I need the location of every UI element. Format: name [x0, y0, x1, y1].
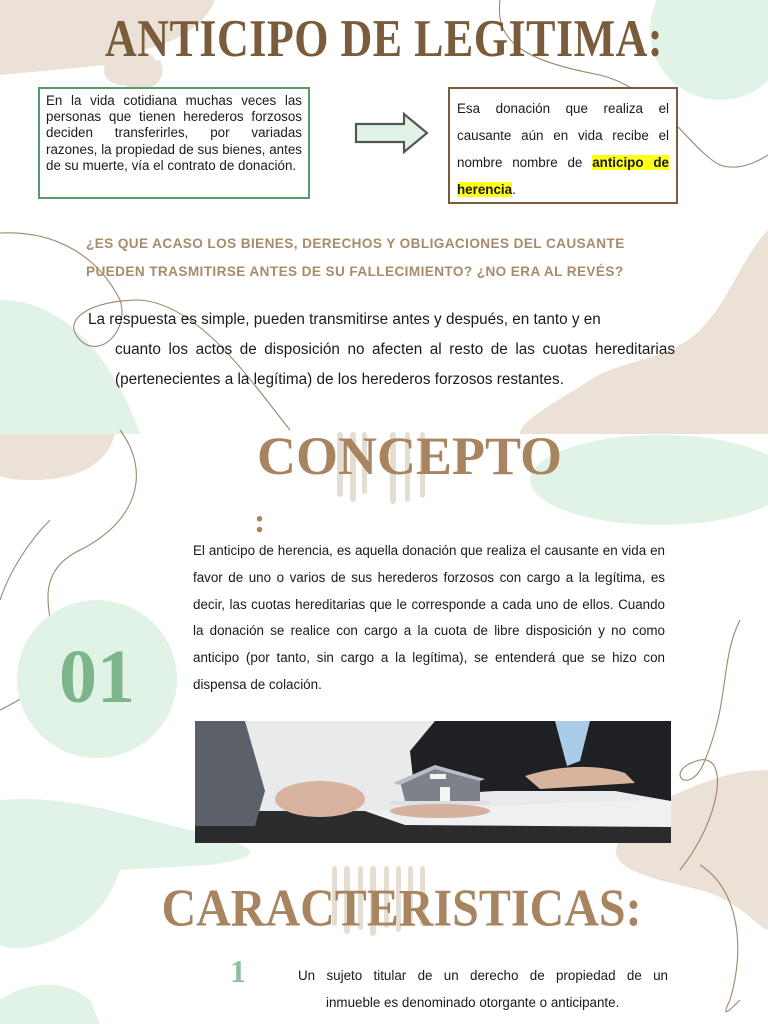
answer-first-line: La respuesta es simple, pueden transmitirse antes y después, en tanto y en	[88, 311, 601, 328]
caracteristicas-heading: CARACTERISTICAS:	[161, 879, 642, 938]
list-item-rest: inmueble es denominado otorgante o anticipante.	[326, 995, 620, 1010]
house-model-photo	[195, 721, 671, 843]
answer-rest: cuanto los actos de disposición no afecten al resto de las cuotas hereditarias (pertenecientes a la legítima) de los herederos forzosos restantes.	[115, 341, 675, 388]
concepto-paragraph: El anticipo de herencia, es aquella donación que realiza el causante en vida en favor de uno o varios de sus herederos forzosos con cargo a la legítima, es decir, las cuotas hereditarias que le corresponde a cada uno de ellos. Cuando la donación se realice con cargo a la cuota de libre disposición y no como anticipo (por tanto, sin cargo a la legítima), se entenderá que se hizo con dispensa de colación.	[193, 543, 665, 692]
mint-oval-right	[530, 435, 768, 525]
intro-text-box	[38, 87, 310, 199]
list-item-first-line: Un sujeto titular de un derecho de propiedad de un	[298, 968, 668, 983]
concepto-heading: CONCEPTO	[257, 426, 563, 486]
donation-text-end: .	[512, 182, 516, 197]
donation-text: Esa donación que realiza el causante aún en vida recibe el nombre nombre de	[457, 101, 669, 170]
list-item	[298, 962, 668, 1016]
page-title: ANTICIPO DE LEGITIMA:	[104, 9, 664, 68]
right-arrow-icon	[354, 112, 430, 154]
question-heading: ¿ES QUE ACASO LOS BIENES, DERECHOS Y OBLIGACIONES DEL CAUSANTE PUEDEN TRASMITIRSE ANTES DE SU FALLECIMIENTO? ¿NO ERA AL REVÉS?	[86, 236, 625, 279]
section-number: 01	[59, 635, 135, 719]
answer-paragraph	[88, 305, 675, 395]
list-item-number: 1	[230, 953, 246, 989]
concepto-colon: :	[254, 503, 266, 540]
donation-text-box	[448, 87, 678, 204]
intro-text: En la vida cotidiana muchas veces las personas que tienen herederos forzosos deciden transferirles, por variadas razones, la propiedad de sus bienes, antes de su muerte, vía el contrato de donación.	[46, 93, 302, 173]
highlighted-term: anticipo de herencia	[457, 155, 669, 197]
photo-illustration	[195, 721, 671, 843]
